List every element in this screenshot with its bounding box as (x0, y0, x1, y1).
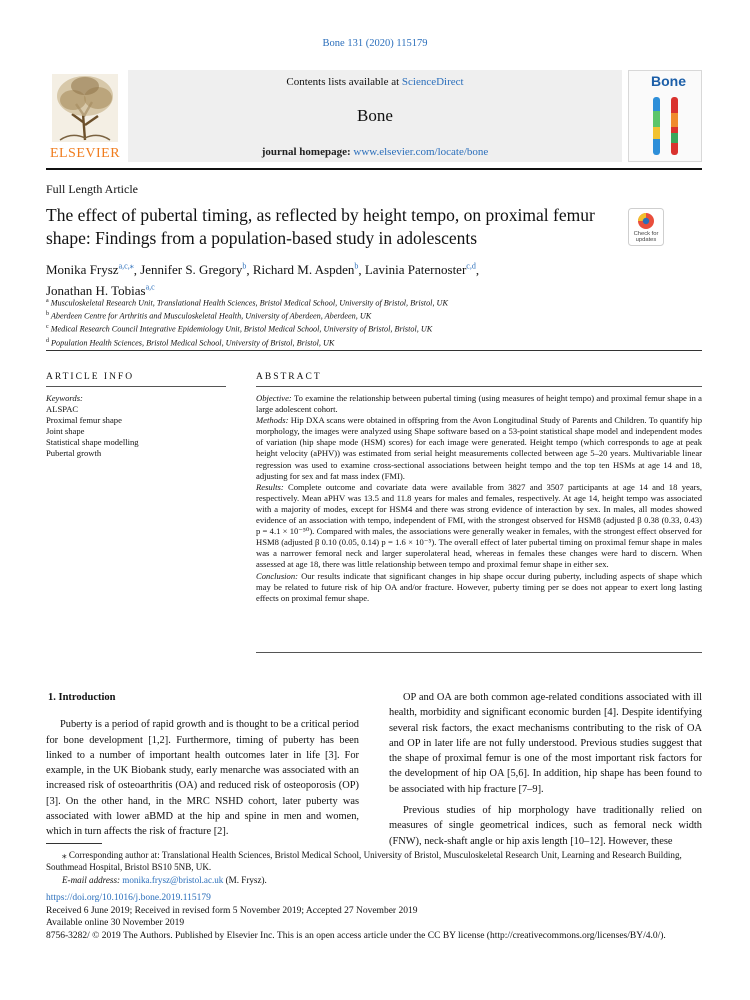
affiliation-marker: d (46, 337, 49, 344)
author-list: Monika Frysz$^{a,c,⁎}$, Jennifer S. Gregory$^b$, Richard M. Aspden$^b$, Lavinia Paternoster$^{c,d}$, Jonathan H. Tobias$^{a,c}$ (46, 262, 480, 298)
author[interactable] (253, 262, 358, 277)
header-rule (46, 168, 702, 170)
femur-cover-icon (645, 93, 689, 157)
email-label: E-mail address: (62, 874, 123, 885)
author-name: Jonathan H. Tobias (46, 282, 146, 298)
article-type: Full Length Article (46, 182, 138, 196)
conclusion-label: Conclusion: (256, 570, 299, 581)
keyword-list (46, 404, 139, 459)
right-column (389, 690, 702, 855)
journal-banner (128, 70, 622, 162)
conclusion-text: Our results indicate that significant changes in hip shape occur during puberty, including aspects of shape which may be related to future risk of hip OA and/or fracture. However, puberty timing per se does not appear to exert long lasting effects on proximal femur shape. (256, 570, 702, 603)
journal-reference[interactable]: Bone 131 (2020) 115179 (322, 38, 428, 49)
email-suffix: (M. Frysz). (223, 874, 267, 885)
footnote-rule (46, 843, 102, 844)
keyword: Joint shape (46, 426, 85, 436)
affiliation (46, 309, 646, 322)
author-name: Richard M. Aspden (252, 262, 355, 278)
affiliation (46, 336, 646, 349)
body-paragraph: Previous studies of hip morphology have traditionally relied on measures of single geometrical indices, such as femoral neck width (FNW), neck-shaft angle or hip axis length [10–12]. However, these (389, 805, 702, 847)
doi-link[interactable]: https://doi.org/10.1016/j.bone.2019.115179 (46, 893, 211, 903)
contents-line (128, 76, 622, 88)
abstract-heading: ABSTRACT (256, 372, 322, 382)
corresponding-note: ⁎ Corresponding author at: Translational Health Sciences, Bristol Medical School, University of Bristol, Musculoskeletal Research Unit, Learning and Research Building, Southmead Hospital, Bristol BS10 5NB, UK. (46, 850, 682, 873)
email-line (46, 874, 702, 886)
abstract-rule (256, 386, 702, 387)
methods-label: Methods: (256, 415, 289, 426)
publisher-wordmark: ELSEVIER (49, 146, 121, 161)
journal-cover (628, 70, 702, 162)
affiliation (46, 296, 646, 309)
elsevier-logo (46, 70, 124, 162)
license-statement: 8756-3282/ © 2019 The Authors. Published by Elsevier Inc. This is an open access article under the CC BY license (http://creativecommons.org/licenses/BY/4.0/). (46, 930, 666, 941)
sciencedirect-link[interactable]: ScienceDirect (401, 76, 464, 88)
author-affiliation-marker[interactable]: b (242, 262, 247, 271)
left-column (46, 690, 359, 846)
affiliation-text: Medical Research Council Integrative Epidemiology Unit, Bristol Medical School, University of Bristol, Bristol, UK (50, 325, 433, 335)
objective-text: To examine the relationship between pubertal timing (using measures of height tempo) and proximal femur shape in a large adolescent cohort. (256, 393, 702, 415)
abstract-results (256, 482, 702, 571)
abstract-bottom-rule (256, 652, 702, 653)
results-label: Results: (256, 481, 284, 492)
keyword: ALSPAC (46, 404, 79, 414)
contents-prefix: Contents lists available at (286, 76, 402, 88)
body-paragraph: OP and OA are both common age-related conditions associated with ill health, morbidity and significant economic burden [4]. Despite identifying several risk factors, the exact mechanisms contributing to the risk of OA and OP in later life are not fully understood. Previous studies suggest that the shape of proximal femur is one of the most important risk factors for the development of hip OA [5,6]. In addition, hip shape has been found to be associated with hip fracture [7–9]. (389, 692, 702, 795)
journal-name: Bone (357, 106, 393, 125)
article-info-rule (46, 386, 226, 387)
check-for-updates-badge[interactable] (628, 208, 664, 246)
affiliation-text: Musculoskeletal Research Unit, Translational Health Sciences, Bristol Medical School, University of Bristol, Bristol, UK (50, 298, 448, 308)
affiliation-text: Population Health Sciences, Bristol Medical School, University of Bristol, Bristol, UK (51, 338, 335, 348)
keyword: Pubertal growth (46, 448, 102, 458)
author-name: Monika Frysz (46, 262, 119, 278)
author[interactable] (365, 262, 476, 277)
affiliation (46, 322, 646, 335)
abstract-conclusion (256, 571, 702, 604)
keywords-label: Keywords: (46, 393, 83, 403)
abstract-objective (256, 393, 702, 415)
affiliation-text: Aberdeen Centre for Arthritis and Musculoskeletal Health, University of Aberdeen, Aberdeen, UK (50, 311, 372, 321)
abstract-body (256, 393, 702, 604)
author-name: Lavinia Paternoster (364, 262, 467, 278)
section-heading-introduction: 1. Introduction (48, 692, 116, 703)
affiliation-rule (46, 350, 702, 351)
affiliation-list (46, 296, 646, 349)
received-dates: Received 6 June 2019; Received in revised form 5 November 2019; Accepted 27 November 2019 (46, 905, 418, 916)
check-for-updates-label: Check for updates (633, 231, 659, 244)
author-affiliation-marker[interactable]: a,c (145, 282, 155, 292)
author-affiliation-marker[interactable]: a,c,⁎ (118, 262, 134, 271)
author[interactable] (46, 262, 134, 277)
author-affiliation-marker[interactable]: b (354, 262, 359, 271)
corresponding-author-footnote (46, 849, 702, 886)
cover-title: Bone (651, 73, 686, 89)
publication-info (46, 892, 702, 942)
article-info-heading: ARTICLE INFO (46, 372, 135, 382)
methods-text: Hip DXA scans were obtained in offspring from the Avon Longitudinal Study of Parents and Children. To quantify hip morphology, the images were analyzed using Shape software based on a 53-point statistical shape model and independent modes of variation (hip shape mode (HSM) scores) for each image were generated. Height tempo (which corresponds to age at peak height velocity (aPHV)) was estimated from serial height measurements collected between age 5–20 years. Multivariable linear regression was used to examine cross-sectional associations between height tempo and the top ten HSMs at age 14 and 18, adjusting for sex and fat mass index (FMI). (256, 415, 702, 481)
abstract-methods (256, 415, 702, 482)
body-paragraph: Puberty is a period of rapid growth and is thought to be a critical period for bone development [1,2]. Furthermore, timing of puberty has been linked to a number of important health outcomes later in life [3]. For example, in the UK Biobank study, early menarche was associated with an increased risk of osteoarthritis (OA) and reduced risk of osteoporosis (OP) [3]. On the other hand, in the MRC NSHD cohort, later puberty was associated with lower aBMD at the hip and spine in men and women, which in turn affects the risk of fracture [2]. (46, 719, 359, 838)
author-name: Jennifer S. Gregory (140, 262, 243, 278)
journal-homepage (128, 146, 622, 158)
homepage-link[interactable]: www.elsevier.com/locate/bone (353, 146, 489, 158)
keyword: Statistical shape modelling (46, 437, 139, 447)
article-title: The effect of pubertal timing, as reflected by height tempo, on proximal femur shape: Findings from a population-based study in adolescents (46, 205, 595, 248)
available-online: Available online 30 November 2019 (46, 918, 185, 929)
affiliation-marker: c (46, 324, 49, 331)
author[interactable] (140, 262, 246, 277)
homepage-prefix: journal homepage: (261, 146, 354, 158)
affiliation-marker: b (46, 311, 49, 318)
affiliation-marker: a (46, 298, 49, 304)
author-affiliation-marker[interactable]: c,d (466, 262, 476, 271)
keyword: Proximal femur shape (46, 415, 122, 425)
email-link[interactable]: monika.frysz@bristol.ac.uk (122, 874, 224, 885)
objective-label: Objective: (256, 393, 292, 403)
results-text: Complete outcome and covariate data were available from 3827 and 3507 participants at age 14 and 18 years, respectively. Mean aPHV was 13.5 and 11.8 years for males and females, respectively. At age 14, height tempo was associated with a majority of modes, except for HSM4 and there was strong evidence of interaction by sex. In males, all modes showed evidence of an association with tempo, independent of FMI, with the strongest observed for HSM8 (adjusted β 0.38 (0.33, 0.43) p = 4.1 × 10⁻⁵⁰). Compared with males, the associations were generally weaker in females, with the strongest effect observed for HSM8 (adjusted β 0.10 (0.05, 0.14) p = 1.6 × 10⁻⁵). The overall effect of later pubertal timing on proximal femur shape in males was a narrower femoral neck and larger superolateral head, whereas in females these changes were hard to discern. When assessed at age 18, there was little relationship between tempo and proximal femur shape in either sex. (256, 481, 702, 570)
